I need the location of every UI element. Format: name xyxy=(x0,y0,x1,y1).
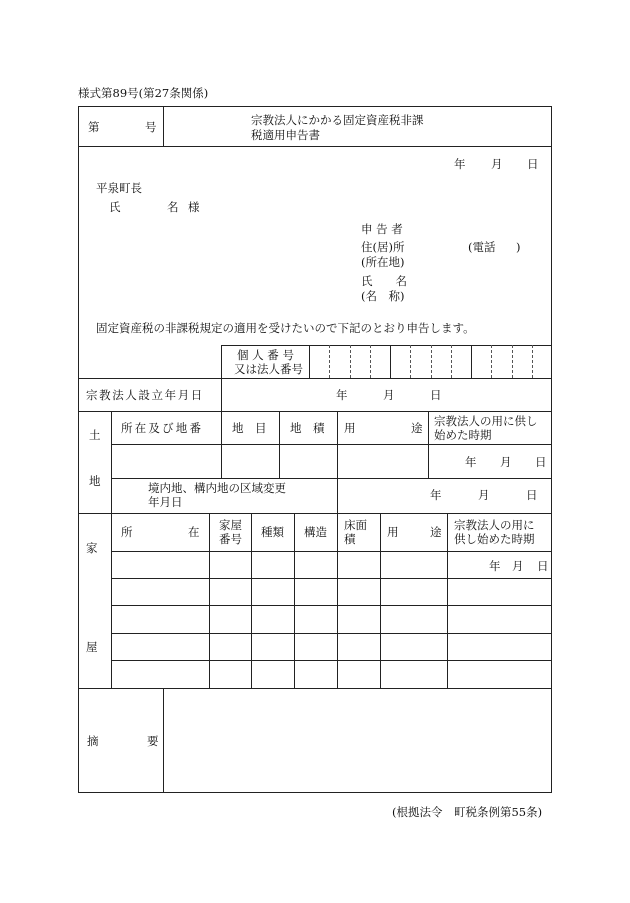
land-col-location: 所在及び地番 xyxy=(121,421,204,435)
applicant-address-label: 住(居)所 xyxy=(361,240,405,254)
house-col-start-1: 宗教法人の用に xyxy=(454,518,535,532)
row-line xyxy=(111,660,552,661)
house-start-year: 年 xyxy=(489,559,501,573)
digit-divider-dashed xyxy=(370,345,371,378)
land-col-category: 地 目 xyxy=(232,421,267,435)
land-start-month: 月 xyxy=(500,455,512,469)
digit-divider-dashed xyxy=(512,345,513,378)
col-line xyxy=(428,411,429,478)
col-line xyxy=(221,411,222,478)
digit-divider-dashed xyxy=(532,345,533,378)
row-line xyxy=(111,478,552,479)
digit-divider-dashed xyxy=(451,345,452,378)
establishment-month: 月 xyxy=(383,388,395,402)
digit-divider-dashed xyxy=(410,345,411,378)
col-line xyxy=(111,411,112,513)
applicant-name-label: 氏 名 xyxy=(361,274,407,288)
digit-divider-solid xyxy=(390,345,391,378)
summary-field[interactable] xyxy=(164,689,551,792)
establishment-day: 日 xyxy=(430,388,442,402)
row-line xyxy=(221,345,552,346)
col-line xyxy=(221,378,222,411)
row-line xyxy=(78,378,552,379)
form-title-line1: 宗教法人にかかる固定資産税非課 xyxy=(251,113,424,127)
number-label: 第 xyxy=(88,120,100,134)
house-col-location2: 在 xyxy=(188,525,200,539)
house-side-label-1: 家 xyxy=(86,541,98,555)
col-line xyxy=(294,513,295,688)
land-boundary-label-2: 年月日 xyxy=(148,495,183,509)
house-side-label-2: 屋 xyxy=(86,640,98,654)
applicant-phone: (電話 xyxy=(468,240,496,254)
col-line xyxy=(337,513,338,688)
land-col-use2: 途 xyxy=(411,421,423,435)
col-line xyxy=(309,345,310,378)
date-day: 日 xyxy=(527,157,539,171)
house-col-use2: 途 xyxy=(430,525,442,539)
establishment-label: 宗教法人設立年月日 xyxy=(86,388,204,402)
land-start-day: 日 xyxy=(535,455,547,469)
col-line xyxy=(447,513,448,688)
digit-divider-solid xyxy=(471,345,472,378)
house-col-start-2: 供し始めた時期 xyxy=(454,532,535,546)
number-suffix: 号 xyxy=(145,120,157,134)
land-boundary-month: 月 xyxy=(478,488,490,502)
applicant-heading: 申 告 者 xyxy=(361,222,403,236)
land-side-label-1: 土 xyxy=(89,428,101,442)
row-line xyxy=(111,578,552,579)
col-line xyxy=(251,513,252,688)
row-line xyxy=(78,513,552,514)
land-boundary-year: 年 xyxy=(430,488,442,502)
col-line xyxy=(221,345,222,378)
personal-number-label-1: 個 人 番 号 xyxy=(237,348,294,362)
summary-label-1: 摘 xyxy=(87,734,99,748)
legal-basis-footer: (根拠法令 町税条例第55条) xyxy=(392,805,543,819)
land-col-use: 用 xyxy=(344,421,356,435)
digit-divider-dashed xyxy=(329,345,330,378)
addressee-name-label: 氏 xyxy=(109,200,121,214)
land-side-label-2: 地 xyxy=(89,474,101,488)
personal-number-label-2: 又は法人番号 xyxy=(234,362,303,376)
house-col-use: 用 xyxy=(387,525,399,539)
digit-divider-dashed xyxy=(350,345,351,378)
digit-divider-dashed xyxy=(491,345,492,378)
house-col-location: 所 xyxy=(121,525,133,539)
establishment-year: 年 xyxy=(336,388,348,402)
applicant-name-alt: (名 称) xyxy=(361,289,405,303)
house-col-structure: 構造 xyxy=(304,525,327,539)
digit-divider-dashed xyxy=(431,345,432,378)
form-id: 様式第89号(第27条関係) xyxy=(78,86,209,100)
summary-label-2: 要 xyxy=(147,734,159,748)
row-line xyxy=(78,411,552,412)
col-line xyxy=(279,411,280,478)
house-col-floor-2: 積 xyxy=(344,532,356,546)
addressee-honorific: 様 xyxy=(188,200,200,214)
col-line xyxy=(111,513,112,688)
house-col-number-1: 家屋 xyxy=(219,518,242,532)
house-start-day: 日 xyxy=(537,559,549,573)
col-line xyxy=(337,411,338,513)
date-year: 年 xyxy=(454,157,466,171)
house-col-number-2: 番号 xyxy=(219,532,242,546)
declaration-text: 固定資産税の非課税規定の適用を受けたいので下記のとおり申告します。 xyxy=(96,321,475,335)
col-line xyxy=(163,106,164,146)
row-line xyxy=(111,551,552,552)
date-month: 月 xyxy=(491,157,503,171)
land-col-start-1: 宗教法人の用に供し xyxy=(434,414,538,428)
land-col-area: 地 積 xyxy=(290,421,325,435)
col-line xyxy=(209,513,210,688)
addressee-name-label2: 名 xyxy=(167,200,179,214)
house-col-floor-1: 床面 xyxy=(344,518,367,532)
row-line xyxy=(111,633,552,634)
row-line xyxy=(111,605,552,606)
land-col-start-2: 始めた時期 xyxy=(434,428,492,442)
col-line xyxy=(380,513,381,688)
row-line xyxy=(78,146,552,147)
land-boundary-label-1: 境内地、構内地の区域変更 xyxy=(148,481,286,495)
form-title-line2: 税適用申告書 xyxy=(251,128,320,142)
addressee-office: 平泉町長 xyxy=(96,181,142,195)
house-col-kind: 種類 xyxy=(261,525,284,539)
house-start-month: 月 xyxy=(512,559,524,573)
land-boundary-day: 日 xyxy=(526,488,538,502)
row-line xyxy=(111,444,552,445)
land-start-year: 年 xyxy=(465,455,477,469)
applicant-address-alt: (所在地) xyxy=(361,255,405,269)
applicant-phone-close: ) xyxy=(516,240,521,254)
